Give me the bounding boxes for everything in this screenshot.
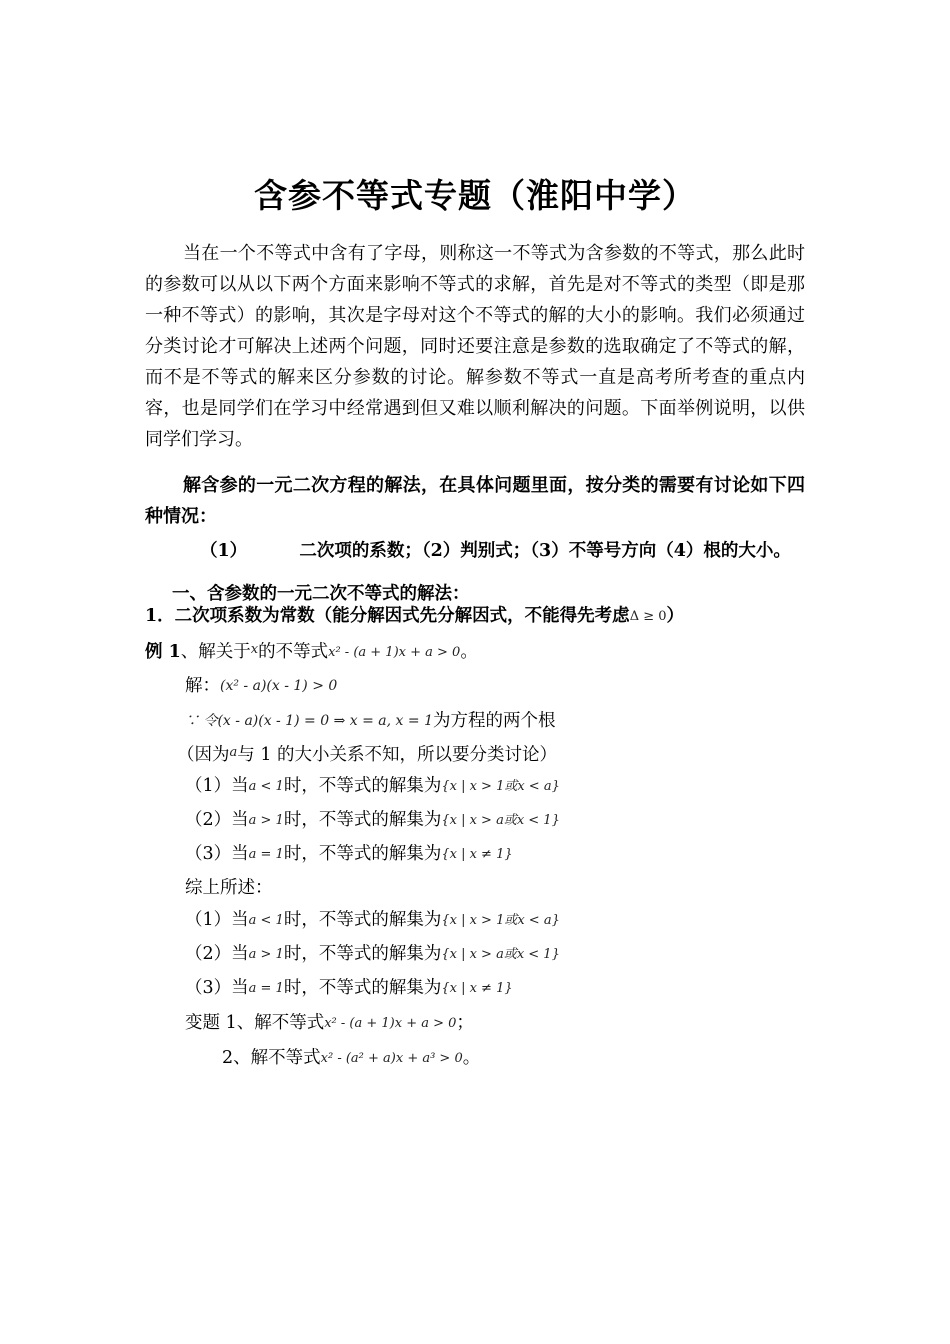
solution-line: 解：(x² - a)(x - 1) > 0 xyxy=(185,676,338,696)
roots-line: ∵ 令(x - a)(x - 1) = 0 ⇒ x = a, x = 1为方程的两个根 xyxy=(185,711,556,731)
page-title: 含参不等式专题（淮阳中学） xyxy=(254,176,696,215)
case-line-1: （1）当a < 1时，不等式的解集为{x | x > 1或x < a} xyxy=(185,776,560,796)
cases-number: （1） xyxy=(200,541,248,561)
case-line-2: （2）当a > 1时，不等式的解集为{x | x > a或x < 1} xyxy=(185,810,560,830)
example-expression: x² - (a + 1)x + a > 0 xyxy=(328,645,461,660)
subsection-heading: 1．二次项系数为常数（能分解因式先分解因式，不能得先考虑Δ ≥ 0） xyxy=(145,606,685,626)
case-line-3: （3）当a = 1时，不等式的解集为{x | x ≠ 1} xyxy=(185,844,513,864)
summary-case-2: （2）当a > 1时，不等式的解集为{x | x > a或x < 1} xyxy=(185,944,560,964)
summary-label: 综上所述： xyxy=(185,878,273,898)
note-line: （因为$^a$与 1 的大小关系不知，所以要分类讨论） xyxy=(177,745,558,765)
cases-line xyxy=(200,538,791,564)
summary-case-1: （1）当a < 1时，不等式的解集为{x | x > 1或x < a} xyxy=(185,910,560,930)
summary-case-3: （3）当a = 1时，不等式的解集为{x | x ≠ 1} xyxy=(185,978,513,998)
example-label: 例 1 xyxy=(145,642,181,662)
variant-2: 2、解不等式x² - (a² + a)x + a³ > 0。 xyxy=(222,1048,481,1068)
intro-paragraph: 当在一个不等式中含有了字母，则称这一不等式为含参数的不等式，那么此时的参数可以从以下两个方面来影响不等式的求解，首先是对不等式的类型（即是那一种不等式）的影响，其次是字母对这个不等式的解的大小的影响。我们必须通过分类讨论才可解决上述两个问题，同时还要注意是参数的选取确定了不等式的解，而不是不等式的解来区分参数的讨论。解参数不等式一直是高考所考查的重点内容，也是同学们在学习中经常遇到但又难以顺利解决的问题。下面举例说明，以供同学们学习。 xyxy=(145,243,805,450)
cases-text: 二次项的系数；（2）判别式；（3）不等号方向（4）根的大小。 xyxy=(299,541,791,561)
example-1: 例 1、解关于$^x$的不等式x² - (a + 1)x + a > 0。 xyxy=(145,642,478,662)
delta-condition: Δ ≥ 0 xyxy=(629,609,667,624)
variant-1: 变题 1、解不等式x² - (a + 1)x + a > 0； xyxy=(185,1013,474,1033)
method-paragraph: 解含参的一元二次方程的解法，在具体问题里面，按分类的需要有讨论如下四种情况： xyxy=(145,475,805,527)
section-heading: 一、含参数的一元二次不等式的解法： xyxy=(172,584,470,604)
